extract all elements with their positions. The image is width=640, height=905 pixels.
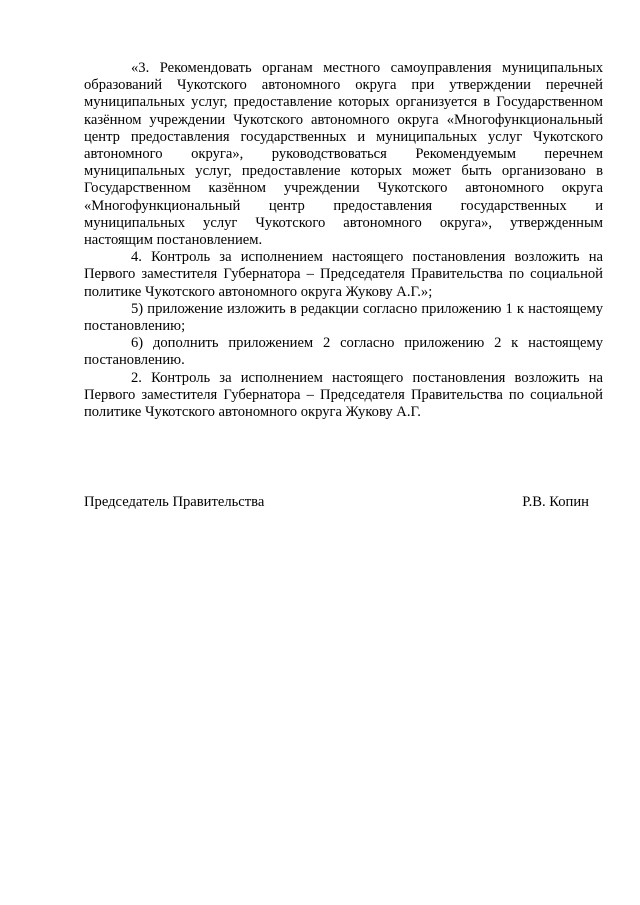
paragraph-point-2-control: 2. Контроль за исполнением настоящего постановления возложить на Первого заместителя Губернатора – Председателя Правительства по социальной политике Чукотского автономного округа Жукову А.Г. <box>84 369 603 421</box>
signatory-position: Председатель Правительства <box>84 494 265 510</box>
signature-block <box>84 494 589 511</box>
paragraph-amendment-5: 5) приложение изложить в редакции согласно приложению 1 к настоящему постановлению; <box>84 300 603 335</box>
paragraph-amendment-6: 6) дополнить приложением 2 согласно приложению 2 к настоящему постановлению. <box>84 335 603 369</box>
paragraph-item-4-control: 4. Контроль за исполнением настоящего постановления возложить на Первого заместителя Губернатора – Председателя Правительства по социальной политике Чукотского автономного округа Жукову А.Г.»; <box>84 249 603 300</box>
document-body <box>84 60 603 421</box>
signatory-name: Р.В. Копин <box>522 494 589 510</box>
paragraph-item-3-recommendation: «3. Рекомендовать органам местного самоуправления муниципальных образований Чукотского автономного округа при утверждении перечней муниципальных услуг, предоставление которых организуется в Государственном казённом учреждении Чукотского автономного округа «Многофункциональный центр предоставления государственных и муниципальных услуг Чукотского автономного округа», руководствоваться Рекомендуемым перечнем муниципальных услуг, предоставление которых может быть организовано в Государственном казённом учреждении Чукотского автономного округа «Многофункциональный центр предоставления государственных и муниципальных услуг Чукотского автономного округа», утвержденным настоящим постановлением. <box>84 60 603 249</box>
